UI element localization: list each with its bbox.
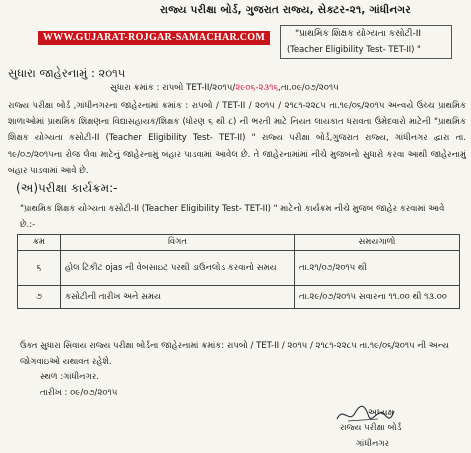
row-detail: હોલ ટિકીટ ojas ની વેબસાઇટ પરથી ડાઉનલોડ કરવાનો સમય (61, 251, 295, 286)
row-number: ૬ (18, 251, 61, 286)
signatory-title: અધ્યક્ષ (368, 408, 394, 418)
subject-box-subtitle: (Teacher Eligibility Test- TET-II) " (287, 44, 421, 54)
board-header: રાજ્ય પરીક્ષા બોર્ડ, ગુજરાત રાજ્ય, સેક્ટર-૨૧, ગાંધીનગર (160, 4, 411, 16)
row-number: ૭ (18, 286, 61, 309)
table-header-cell: સમયગાળો (295, 235, 460, 251)
row-period: તા.૨૯/૦૭/૨૦૧૫ સવારના ૧૧.૦૦ થી ૧૩.૦૦ (295, 286, 460, 309)
closing-paragraph: ઉક્ત સુધારા સિવાય રાજ્ય પરીક્ષા બોર્ડના જાહેરનામાં ક્રમાંક: રાપબો / TET-II / ૨૦૧૫ / ૨૧૮૧-૨૨૮૫ તા.૧૯/૦૬/૨૦૧૫ ની અન્ય જોગવાઇઓ યથાવત રહેશે. (20, 341, 449, 367)
table-header-cell: ક્રમ (18, 235, 61, 251)
table-header-cell: વિગત (61, 235, 295, 251)
ref-prefix: સુધારા ક્રમાંક : રાપબો TET-II/૨૦૧૫/ (110, 83, 236, 93)
section-heading: (અ)પરીક્ષા કાર્યક્રમ:- (16, 181, 118, 195)
section-intro-paragraph: "પ્રાથમિક શિક્ષક યોગ્યતા કસોટી-II (Teacher Eligibility Test- TET-II) " માટેનો કાર્યક્રમ નીચે મુજબ જાહેર કરવામાં આવે છે.:- (20, 204, 445, 230)
schedule-table (17, 234, 460, 309)
signatory-city: ગાંધીનગર (356, 439, 390, 449)
table-header-row (18, 235, 460, 251)
row-detail: કસોટીની તારીખ અને સમય (61, 286, 295, 309)
place-line: સ્થળ :ગાંધીનગર. (40, 372, 100, 382)
notice-title: સુધારા જાહેરનામું : ૨૦૧૫ (8, 66, 126, 80)
notice-reference (110, 83, 339, 94)
ref-number-handwritten: ૨૯૦૬-૨૩૧૬ (235, 83, 279, 93)
subject-box-title: "પ્રાથમિક શિક્ષક યોગ્યતા કસોટી-II (295, 29, 422, 39)
table-row (18, 286, 460, 309)
table-row (18, 251, 460, 286)
row-period: તા.૨૧/૦૭/૨૦૧૫ થી (295, 251, 460, 286)
signatory-board: રાજ્ય પરીક્ષા બોર્ડ (340, 423, 402, 433)
exam-subject-box (280, 25, 452, 59)
date-line: તારીખ : ૦૯/૦૭/૨૦૧૫ (40, 388, 118, 398)
ref-date: ,તા.૦૯/૦૭/૨૦૧૫ (278, 83, 339, 93)
notice-body-paragraph: રાજ્ય પરીક્ષા બોર્ડ ,ગાંધીનગરના જાહેરનામાં ક્રમાંક : રાપબો / TET-II / ૨૦૧૫ / ૨૧૮૧-૨૨૮૫ તા.૧૯/૦૬/૨૦૧૫ અન્વયે ઉચ્ચ પ્રાથમિક શાળાઓમાં પ્રાથમિક શિક્ષણના વિદ્યાસહાયક/શિક્ષક (ધોરણ ૬ થી ૮) ની ભરતી માટે નિયત લાયકાત ધરાવતા ઉમેદવારો માટેની "પ્રાથમિક શિક્ષક યોગ્યતા કસોટી-II (Teacher Eligibility Test- TET-II) " રાજ્ય પરીક્ષા બોર્ડ,ગુજરાત રાજ્ય, ગાંધીનગર દ્વારા તા. ૧૯/૦૭/૨૦૧૫ના રોજ લેવા માટેનું જાહેરનામું બહાર પાડવામાં આવેલ છે. તે જાહેરનામાંમાં નીચે મુજબનો સુધારો કરવા આથી જાહેરનામું બહાર પાડવામાં આવે છે. (8, 101, 466, 176)
website-watermark-banner: WWW.GUJARAT-ROJGAR-SAMACHAR.COM (38, 31, 270, 45)
